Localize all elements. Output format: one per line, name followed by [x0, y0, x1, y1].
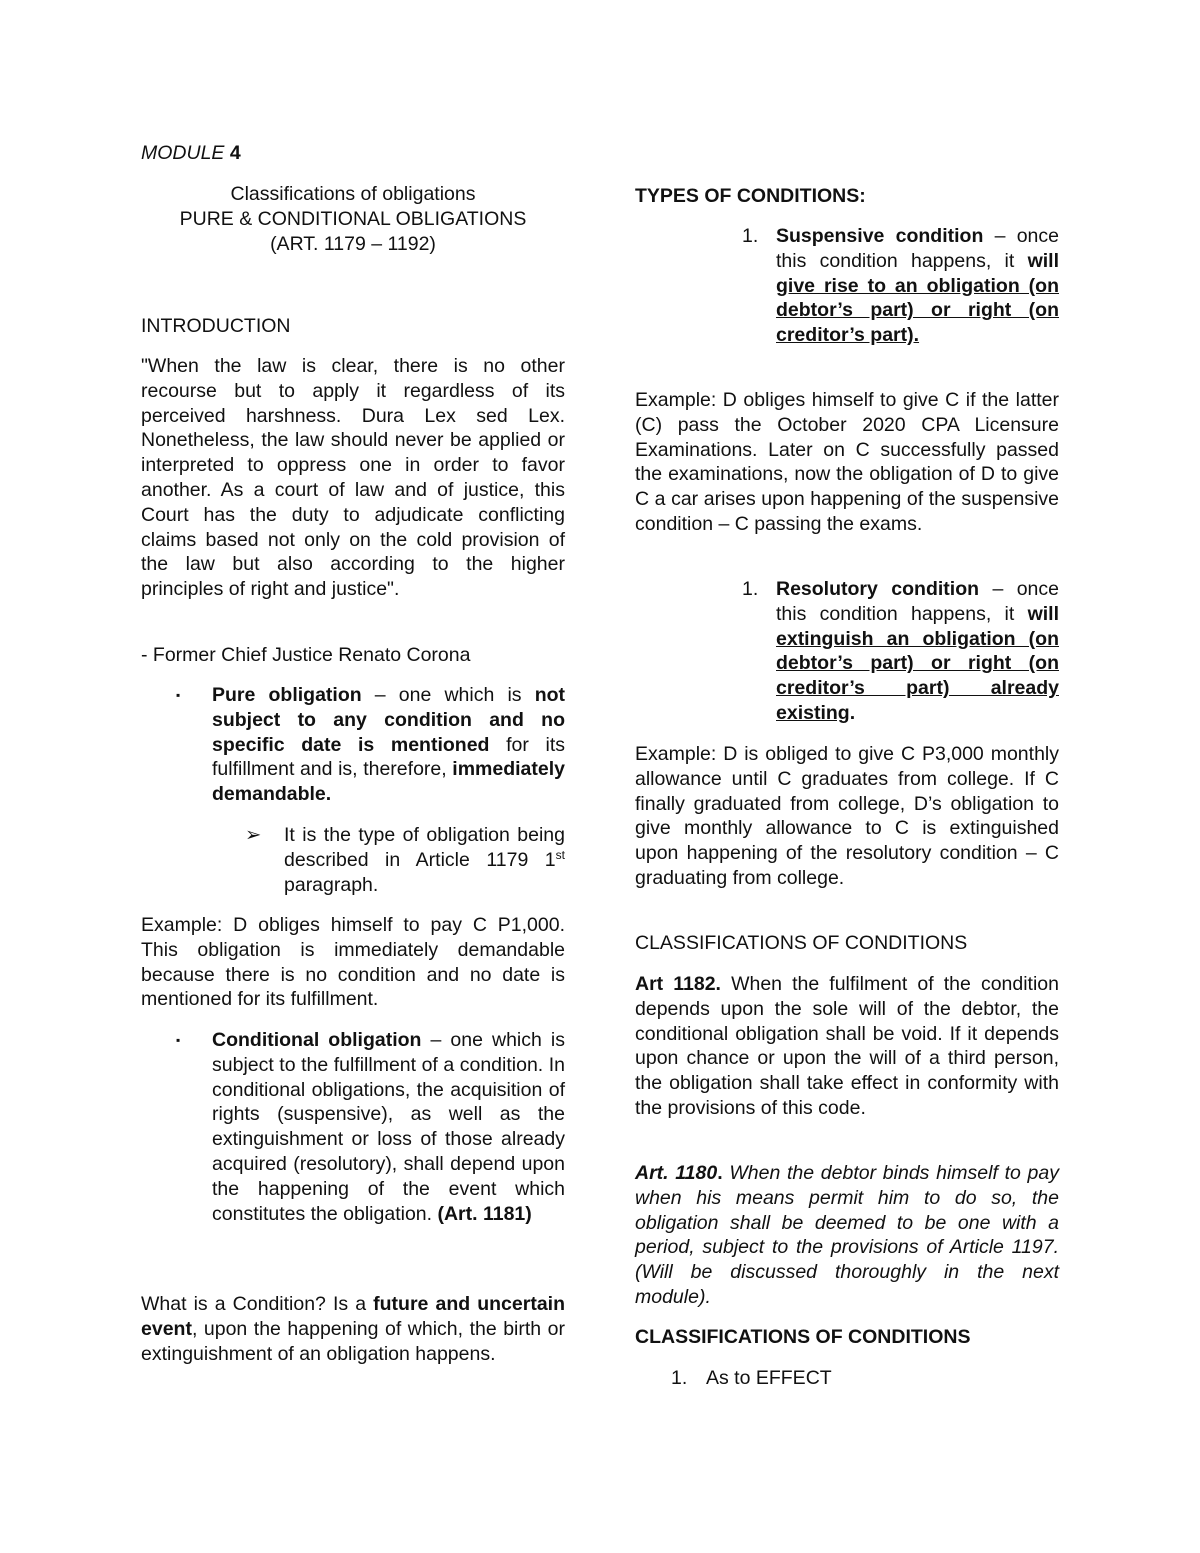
suspensive-text: Suspensive condition – once this condition happens, it will give rise to an obligation (on debtor’s part) or right (on creditor’s part).: [776, 225, 1059, 347]
module-heading: [141, 141, 241, 166]
example-suspensive: Example: D obliges himself to give C if the latter (C) pass the October 2020 CPA Licensure Examinations. Later on C successfully passed the examinations, now the obligation of D to give C a car arises upon happening of the suspensive condition – C passing the exams.: [635, 389, 1059, 535]
art-1180: Art. 1180. When the debtor binds himself to pay when his means permit him to do so, the obligation shall be deemed to be one with a period, subject to the provisions of Article 1197. (Will be discussed thoroughly in the next module).: [635, 1162, 1059, 1308]
pure-sub-item: [141, 823, 565, 897]
art-1182: Art 1182. When the fulfilment of the condition depends upon the sole will of the debtor, the conditional obligation shall be void. If it depends upon chance or upon the will of a third person, the obligation shall take effect in conformity with the provisions of this code.: [635, 973, 1059, 1119]
square-bullet-icon: ▪: [176, 1033, 181, 1047]
list-number: 1.: [671, 1367, 688, 1389]
condition-definition: What is a Condition? Is a future and uncertain event, upon the happening of which, the birth or extinguishment of an obligation happens.: [141, 1293, 565, 1365]
types-heading: TYPES OF CONDITIONS:: [635, 185, 866, 207]
quote-author: - Former Chief Justice Renato Corona: [141, 644, 471, 666]
classifications-heading-1: CLASSIFICATIONS OF CONDITIONS: [635, 932, 968, 954]
square-bullet-icon: ▪: [176, 688, 181, 702]
resolutory-item: [635, 577, 1059, 726]
module-word: MODULE: [141, 142, 225, 164]
suspensive-term: Suspensive condition: [776, 225, 984, 247]
conditional-obligation-text: Conditional obligation – one which is subject to the fulfillment of a condition. In conditional obligations, the acquisition of rights (suspensive), as well as the extinguishment or loss of those already acquired (resolutory), shall depend upon the happening of the event which constitutes the obligation. (Art. 1181): [212, 1029, 565, 1225]
pure-sub-text: It is the type of obligation being described in Article 1179 1st paragraph.: [284, 824, 565, 896]
pure-obligation-text: Pure obligation – one which is not subject to any condition and no specific date is mentioned for its fulfillment and is, therefore, immediately demandable.: [212, 684, 566, 806]
as-to-effect-text: As to EFFECT: [706, 1367, 832, 1389]
list-number: 1.: [742, 225, 759, 247]
example-pure: Example: D obliges himself to pay C P1,000. This obligation is immediately demandable because there is no condition and no date is mentioned for its fulfillment.: [141, 914, 565, 1011]
arrow-bullet-icon: ➢: [245, 824, 262, 846]
intro-heading: INTRODUCTION: [141, 315, 291, 337]
pure-obligation-item: [141, 683, 565, 807]
title-line-1: Classifications of obligations: [230, 183, 476, 205]
classifications-heading-2: CLASSIFICATIONS OF CONDITIONS: [635, 1326, 971, 1348]
suspensive-item: [635, 224, 1059, 348]
resolutory-term: Resolutory condition: [776, 578, 980, 600]
conditional-term: Conditional obligation: [212, 1029, 422, 1051]
example-resolutory: Example: D is obliged to give C P3,000 monthly allowance until C graduates from college. If C finally graduated from college, D’s obligation to give monthly allowance to C is extinguished upon happening of the resolutory condition – C graduating from college.: [635, 743, 1059, 889]
conditional-obligation-item: [141, 1028, 565, 1226]
art-1182-label: Art 1182.: [635, 973, 721, 995]
title-line-3: (ART. 1179 – 1192): [270, 232, 436, 255]
module-number: 4: [229, 142, 241, 164]
pure-term: Pure obligation: [212, 684, 362, 706]
list-number: 1.: [742, 578, 759, 600]
title-block: [141, 182, 565, 256]
art-1180-label: Art. 1180: [635, 1162, 718, 1184]
intro-quote: "When the law is clear, there is no other recourse but to apply it regardless of its perceived harshness. Dura Lex sed Lex. Nonetheless, the law should never be applied or interpreted to oppress one in order to favor another. As a court of law and of justice, this Court has the duty to adjudicate conflicting claims based not only on the cold provision of the law but also according to the higher principles of right and justice".: [141, 355, 565, 601]
title-line-2: PURE & CONDITIONAL OBLIGATIONS: [179, 207, 527, 230]
resolutory-text: Resolutory condition – once this condition happens, it will extinguish an obligation (on debtor’s part) or right (on creditor’s part) already existing.: [776, 578, 1060, 724]
